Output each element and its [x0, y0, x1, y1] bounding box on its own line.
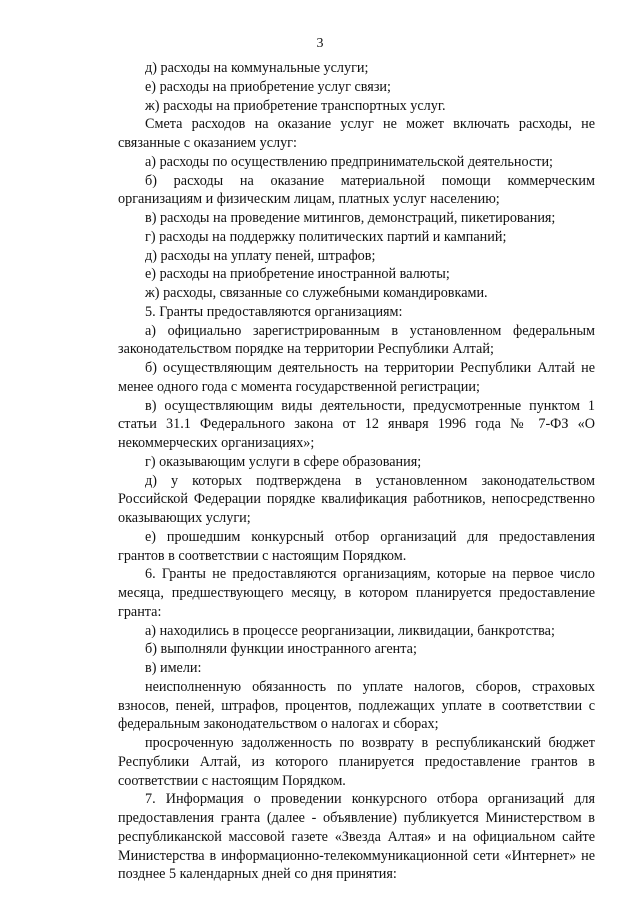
- paragraph: в) имели:: [145, 660, 202, 676]
- page-number: 3: [316, 36, 324, 51]
- paragraph: д) расходы на уплату пеней, штрафов;: [145, 247, 376, 264]
- paragraph: г) расходы на поддержку политических партий и кампаний;: [145, 228, 507, 245]
- paragraph: б) осуществляющим деятельность на территории Республики Алтай не менее одного года с момента государственной регистрации;: [118, 360, 595, 395]
- paragraph: д) расходы на коммунальные услуги;: [145, 60, 369, 76]
- paragraph: а) официально зарегистрированным в установленном федеральным законодательством порядке на территории Республики Алтай;: [118, 322, 595, 358]
- paragraph: д) у которых подтверждена в установленном законодательством Российской Федерации порядке квалификация работников, непосредственно оказывающих услуги;: [118, 472, 595, 526]
- paragraph: просроченную задолженность по возврату в республиканский бюджет Республики Алтай, из которого планируется предоставление грантов в соответствии с настоящим Порядком.: [118, 735, 595, 789]
- document-body: [118, 59, 595, 884]
- paragraph: 7. Информация о проведении конкурсного отбора организаций для предоставления гранта (далее - объявление) публикуется Министерством в республиканской массовой газете «Звезда Алтая» и на официальном сайте Министерства в информационно-телекоммуникационной сети «Интернет» не позднее 5 календарных дней со дня принятия:: [118, 791, 595, 883]
- paragraph: Смета расходов на оказание услуг не может включать расходы, не связанные с оказанием услуг:: [118, 116, 595, 151]
- paragraph: в) расходы на проведение митингов, демонстраций, пикетирования;: [145, 210, 556, 226]
- paragraph: а) расходы по осуществлению предпринимательской деятельности;: [145, 153, 553, 170]
- paragraph: ж) расходы, связанные со служебными командировками.: [145, 285, 488, 301]
- paragraph: е) прошедшим конкурсный отбор организаций для предоставления грантов в соответствии с настоящим Порядком.: [118, 528, 595, 564]
- paragraph: г) оказывающим услуги в сфере образования;: [145, 453, 422, 470]
- paragraph: б) выполняли функции иностранного агента;: [145, 641, 417, 658]
- paragraph: 6. Гранты не предоставляются организациям, которые на первое число месяца, предшествующего месяцу, в котором планируется предоставление гранта:: [118, 566, 595, 620]
- paragraph: б) расходы на оказание материальной помощи коммерческим организациям и физическим лицам, платных услуг населению;: [118, 172, 595, 208]
- paragraph: неисполненную обязанность по уплате налогов, сборов, страховых взносов, пеней, штрафов, процентов, подлежащих уплате в соответствии с федеральным законодательством о налогах и сборах;: [118, 678, 595, 733]
- paragraph: 5. Гранты предоставляются организациям:: [145, 303, 403, 320]
- paragraph: в) осуществляющим виды деятельности, предусмотренные пунктом 1 статьи 31.1 Федерального закона от 12 января 1996 года № 7-ФЗ «О некоммерческих организациях»;: [118, 397, 595, 451]
- paragraph: ж) расходы на приобретение транспортных услуг.: [145, 97, 446, 114]
- paragraph: а) находились в процессе реорганизации, ликвидации, банкротства;: [145, 622, 555, 639]
- paragraph: е) расходы на приобретение иностранной валюты;: [145, 266, 450, 283]
- paragraph: е) расходы на приобретение услуг связи;: [145, 78, 391, 95]
